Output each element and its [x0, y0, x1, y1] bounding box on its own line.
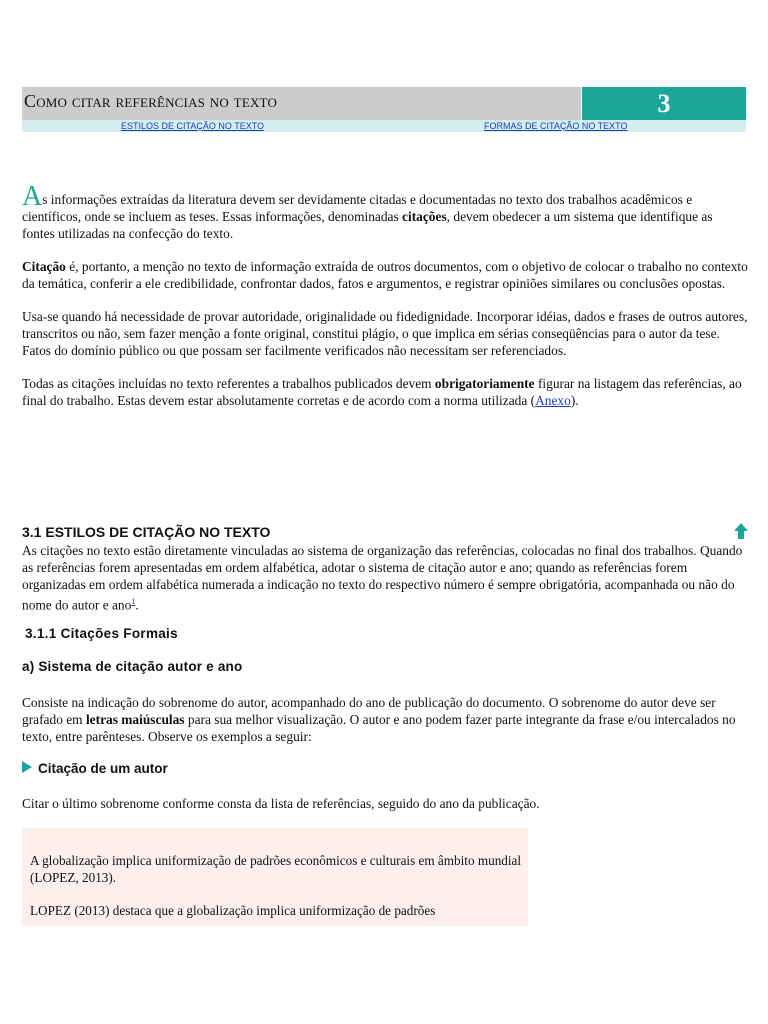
text: , devem obedecer a um sistema que identifique as fontes utilizadas na confecção do texto.: [22, 209, 713, 241]
intro-paragraph-2: [22, 258, 748, 292]
text: .: [135, 597, 139, 613]
text: Citação de um autor: [38, 761, 168, 776]
text: ).: [570, 393, 579, 408]
subsection-heading-autor-ano: a) Sistema de citação autor e ano: [22, 659, 243, 674]
bold-term: citações: [402, 209, 447, 224]
bold-term: letras maiúsculas: [85, 712, 185, 727]
section-heading-text: 3.1 ESTILOS DE CITAÇÃO NO TEXTO: [22, 524, 271, 540]
play-icon: [22, 761, 32, 773]
text: Consiste na indicação do sobrenome do autor, acompanhado do ano de publicação do documento. O sobrenome do autor deve ser grafado em: [22, 695, 716, 727]
section-heading: [22, 524, 748, 540]
arrow-up-icon[interactable]: [734, 523, 748, 539]
intro-paragraph-4: [22, 375, 748, 409]
nav-link-estilos[interactable]: ESTILOS DE CITAÇÃO NO TEXTO: [121, 121, 265, 131]
text: é, portanto, a menção no texto de informação extraída de outros documentos, com o objetivo de colocar o trabalho no contexto da temática, conferir a ele credibilidade, confrontar dados, fatos e argumentos, e registrar opiniões similares ou conclusões opostas.: [22, 259, 748, 291]
example-box: [22, 828, 528, 926]
drop-cap: A: [22, 181, 43, 212]
anexo-link[interactable]: Anexo: [535, 393, 571, 408]
paragraph: Citar o último sobrenome conforme consta da lista de referências, seguido do ano da publicação.: [22, 796, 540, 811]
chapter-title: Como citar referências no texto: [22, 87, 581, 120]
example-line-1: A globalização implica uniformização de padrões econômicos e culturais em âmbito mundial (LOPEZ, 2013).: [30, 853, 522, 885]
text: Todas as citações incluídas no texto referentes a trabalhos publicados devem: [22, 376, 435, 391]
section-paragraph: [22, 542, 748, 613]
intro-paragraph-1: [22, 181, 748, 242]
subsection-heading-formal: 3.1.1 Citações Formais: [25, 626, 178, 641]
text: para sua melhor visualização. O autor e ano podem fazer parte integrante da frase e/ou intercalados no texto, entre parênteses. Observe os exemplos a seguir:: [22, 712, 736, 744]
autor-ano-paragraph: [22, 694, 748, 745]
subsection-heading-um-autor: [22, 761, 168, 776]
nav-link-formas[interactable]: FORMAS DE CITAÇÃO NO TEXTO: [484, 121, 628, 131]
chapter-header: [22, 87, 746, 120]
intro-paragraph-3: Usa-se quando há necessidade de provar autoridade, originalidade ou fidedignidade. Incorporar idéias, dados e frases de outros autores, transcritos ou não, sem fazer menção a fonte original, constitui plágio, o que implica em sérias conseqüências para o autor da tese. Fatos do domínio público ou que possam ser facilmente verificados não necessitam ser referenciados.: [22, 309, 748, 358]
footnote-link[interactable]: 1: [131, 597, 136, 606]
bold-term: Citação: [22, 259, 66, 274]
section-nav: [22, 120, 746, 132]
bold-term: obrigatoriamente: [434, 376, 535, 391]
um-autor-paragraph: [22, 795, 748, 812]
text: As citações no texto estão diretamente vinculadas ao sistema de organização das referências, colocadas no final dos trabalhos. Quando as referências forem apresentadas em ordem alfabética, adotar o sistema de citação autor e ano; quando as referências forem organizadas em ordem alfabética numerada a indicação no texto do respectivo número é sempre obrigatória, acompanhada ou não do nome do autor e ano: [22, 543, 743, 613]
paragraph: [22, 694, 748, 745]
text: s informações extraídas da literatura devem ser devidamente citadas e documentadas no texto dos trabalhos acadêmicos e científicos, onde se incluem as teses. Essas informações, denominadas: [22, 192, 693, 224]
intro-content: [22, 181, 748, 409]
chapter-number: 3: [582, 87, 746, 120]
example-line-2: LOPEZ (2013) destaca que a globalização implica uniformização de padrões: [30, 903, 436, 918]
text: figurar na listagem das referências, ao final do trabalho. Estas devem estar absolutamente corretas e de acordo com a norma utilizada (: [22, 376, 742, 408]
section-body: [22, 542, 748, 613]
